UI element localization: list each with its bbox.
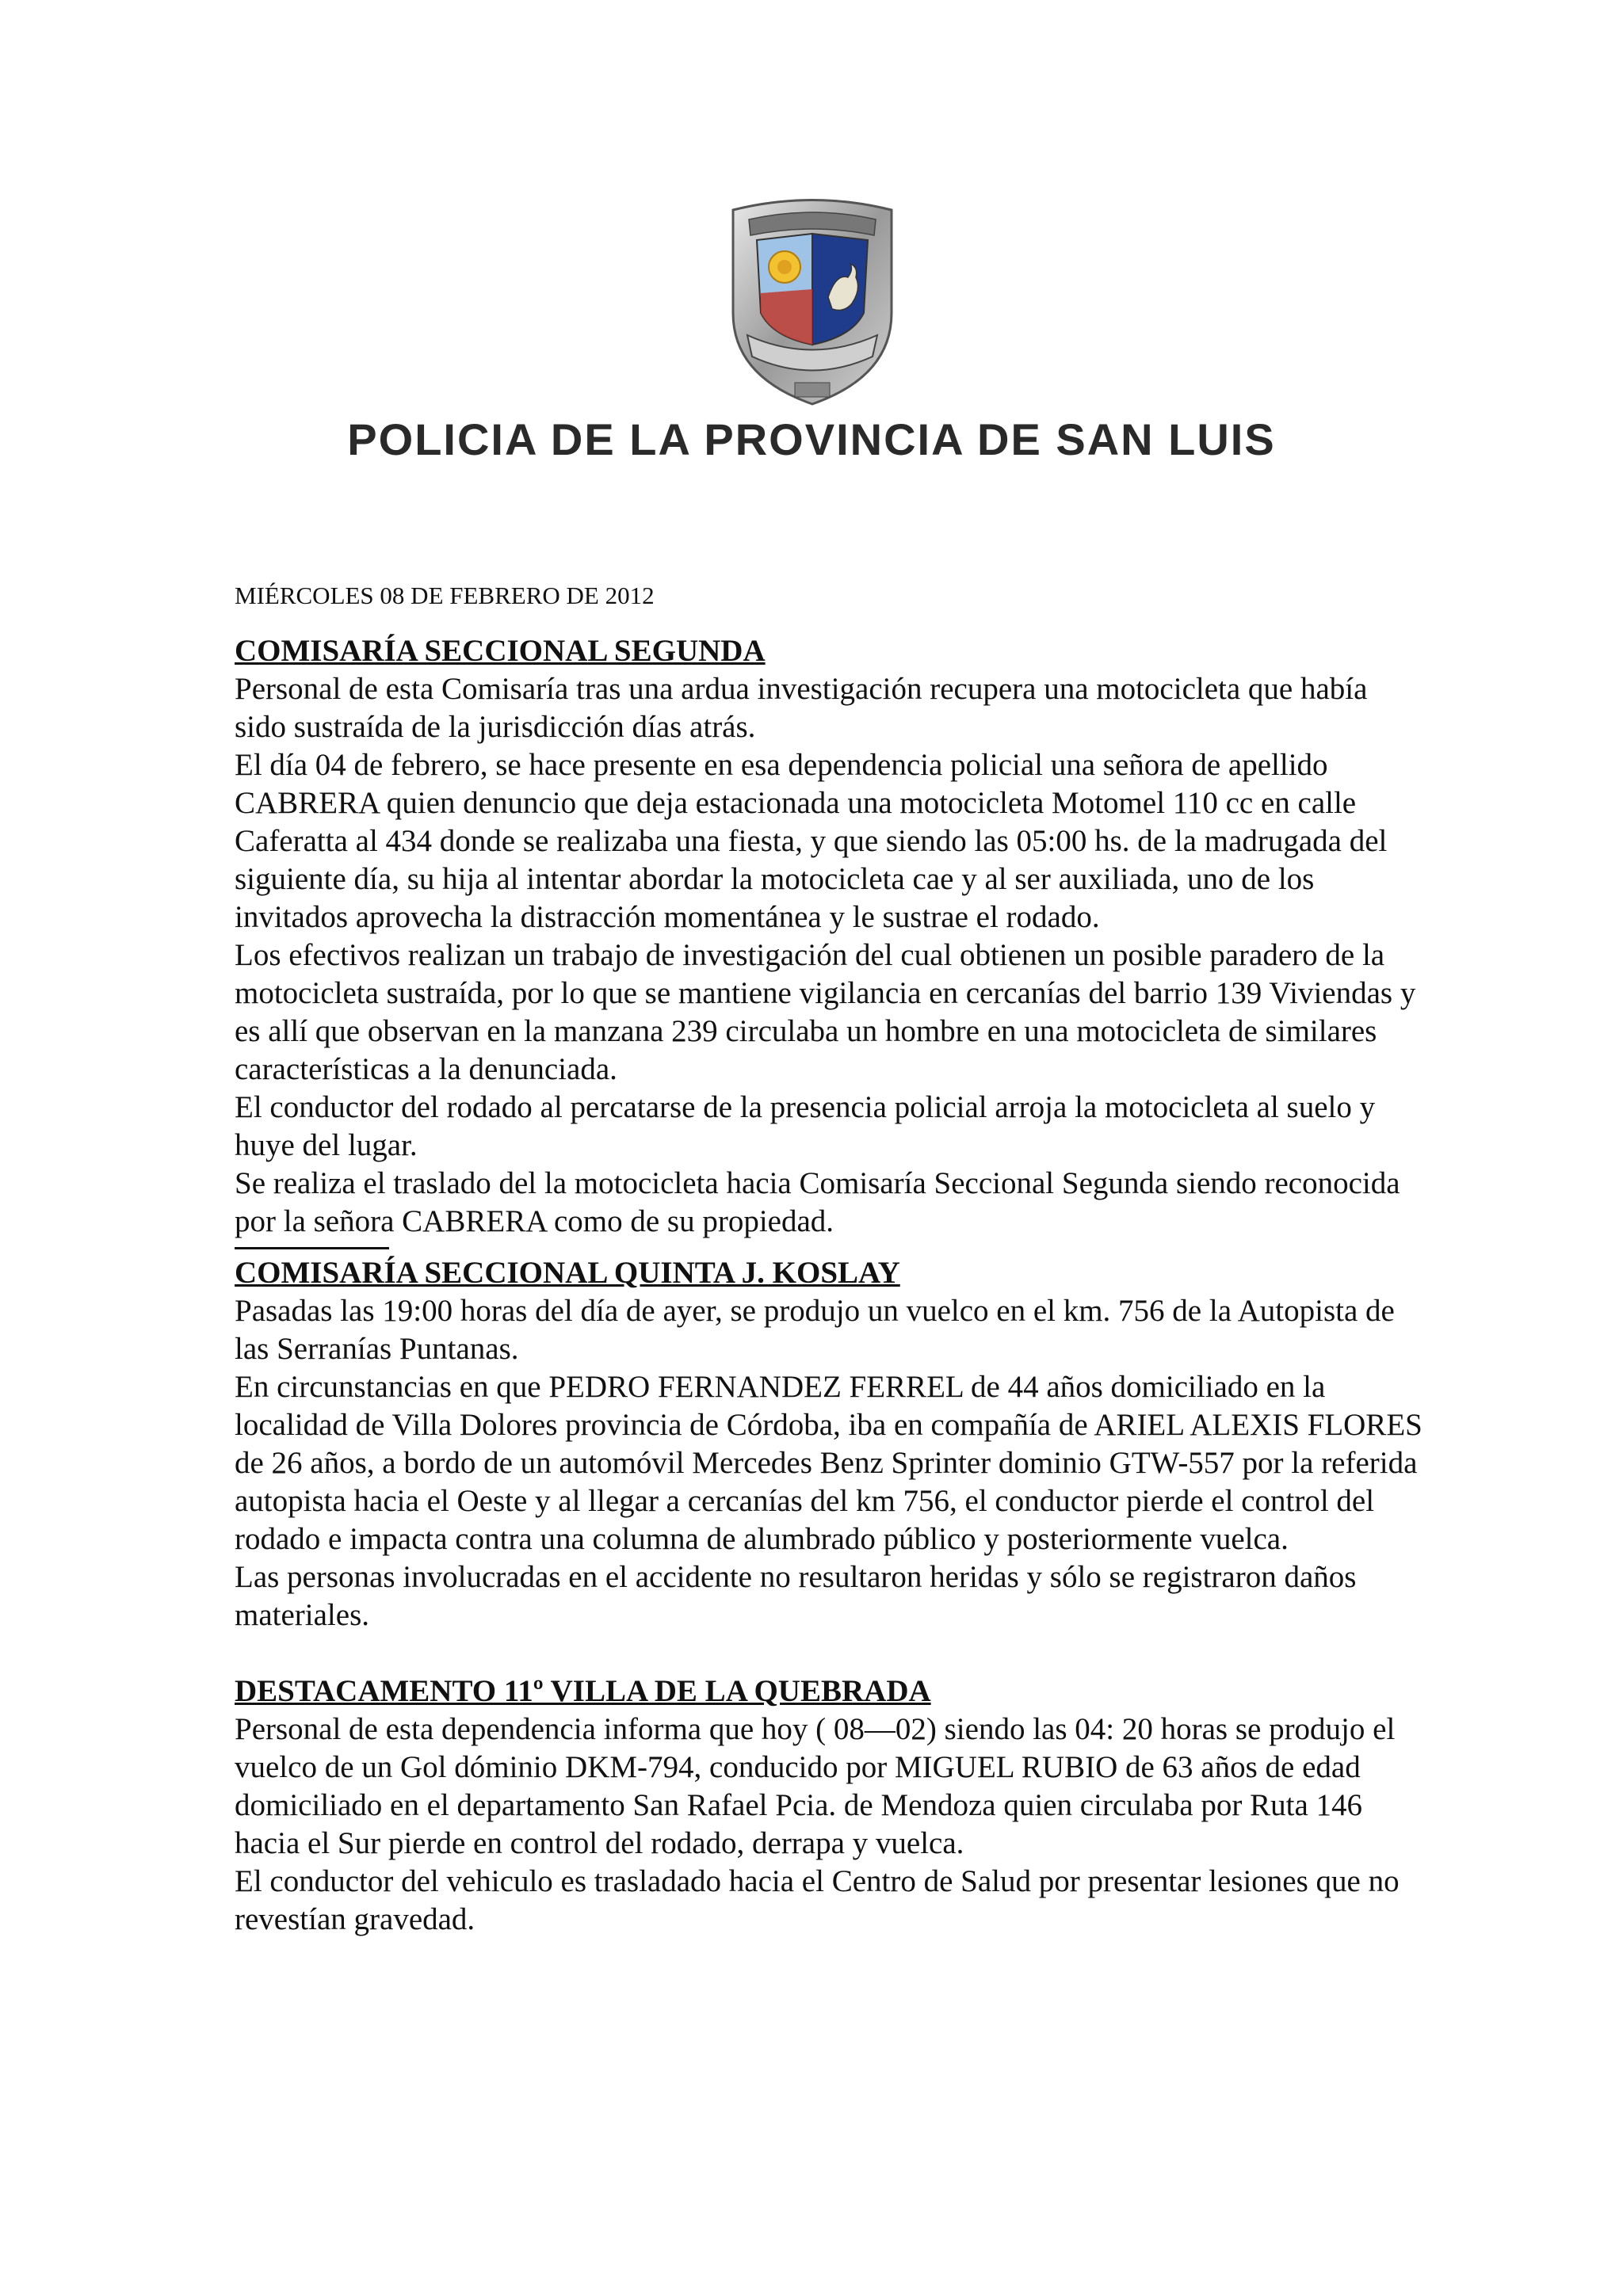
- section-title: DESTACAMENTO 11º VILLA DE LA QUEBRADA: [235, 1674, 931, 1708]
- page-title: POLICIA DE LA PROVINCIA DE SAN LUIS: [347, 414, 1276, 464]
- section-paragraph: Personal de esta dependencia informa que hoy ( 08—02) siendo las 04: 20 horas se produjo el vuelco de un Gol dóminio DKM-794, conducido por MIGUEL RUBIO de 63 años de edad domiciliado en el departamento San Rafael Pcia. de Mendoza quien circulaba por Ruta 146 hacia el Sur pierde en control del rodado, derrapa y vuelca.: [235, 1712, 1396, 1860]
- section-divider: [235, 1241, 389, 1249]
- section-title: COMISARÍA SECCIONAL QUINTA J. KOSLAY: [235, 1256, 900, 1290]
- report-body: [235, 580, 1423, 1939]
- section-paragraph: El conductor del rodado al percatarse de la presencia policial arroja la motocicleta al suelo y huye del lugar.: [235, 1090, 1376, 1162]
- section-gap: [235, 1634, 1423, 1672]
- section-paragraph: Las personas involucradas en el accidente no resultaron heridas y sólo se registraron daños materiales.: [235, 1560, 1357, 1632]
- report-date: MIÉRCOLES 08 DE FEBRERO DE 2012: [235, 582, 655, 609]
- section-paragraph: Los efectivos realizan un trabajo de investigación del cual obtienen un posible paradero de la motocicleta sustraída, por lo que se mantiene vigilancia en cercanías del barrio 139 Viviendas y es allí que observan en la manzana 239 circulaba un hombre en una motocicleta de similares características a la denunciada.: [235, 938, 1416, 1086]
- section-title: COMISARÍA SECCIONAL SEGUNDA: [235, 634, 766, 668]
- section-paragraph: El día 04 de febrero, se hace presente en esa dependencia policial una señora de apellido CABRERA quien denuncio que deja estacionada una motocicleta Motomel 110 cc en calle Caferatta al 434 donde se realizaba una fiesta, y que siendo las 05:00 hs. de la madrugada del siguiente día, su hija al intentar abordar la motocicleta cae y al ser auxiliada, uno de los invitados aprovecha la distracción momentánea y le sustrae el rodado.: [235, 748, 1388, 934]
- section-paragraph: El conductor del vehiculo es trasladado hacia el Centro de Salud por presentar lesiones que no revestían gravedad.: [235, 1864, 1400, 1936]
- section-paragraph: Se realiza el traslado del la motocicleta hacia Comisaría Seccional Segunda siendo reconocida por la señora CABRERA como de su propiedad.: [235, 1166, 1400, 1238]
- section-paragraph: Personal de esta Comisaría tras una ardua investigación recupera una motocicleta que había sido sustraída de la jurisdicción días atrás.: [235, 672, 1368, 744]
- section-paragraph: Pasadas las 19:00 horas del día de ayer, se produjo un vuelco en el km. 756 de la Autopista de las Serranías Puntanas.: [235, 1294, 1395, 1366]
- section-paragraph: En circunstancias en que PEDRO FERNANDEZ FERREL de 44 años domiciliado en la localidad de Villa Dolores provincia de Córdoba, iba en compañía de ARIEL ALEXIS FLORES de 26 años, a bordo de un automóvil Mercedes Benz Sprinter dominio GTW-557 por la referida autopista hacia el Oeste y al llegar a cercanías del km 756, el conductor pierde el control del rodado e impacta contra una columna de alumbrado público y posteriormente vuelca.: [235, 1370, 1423, 1556]
- police-shield-emblem-icon: [717, 194, 907, 408]
